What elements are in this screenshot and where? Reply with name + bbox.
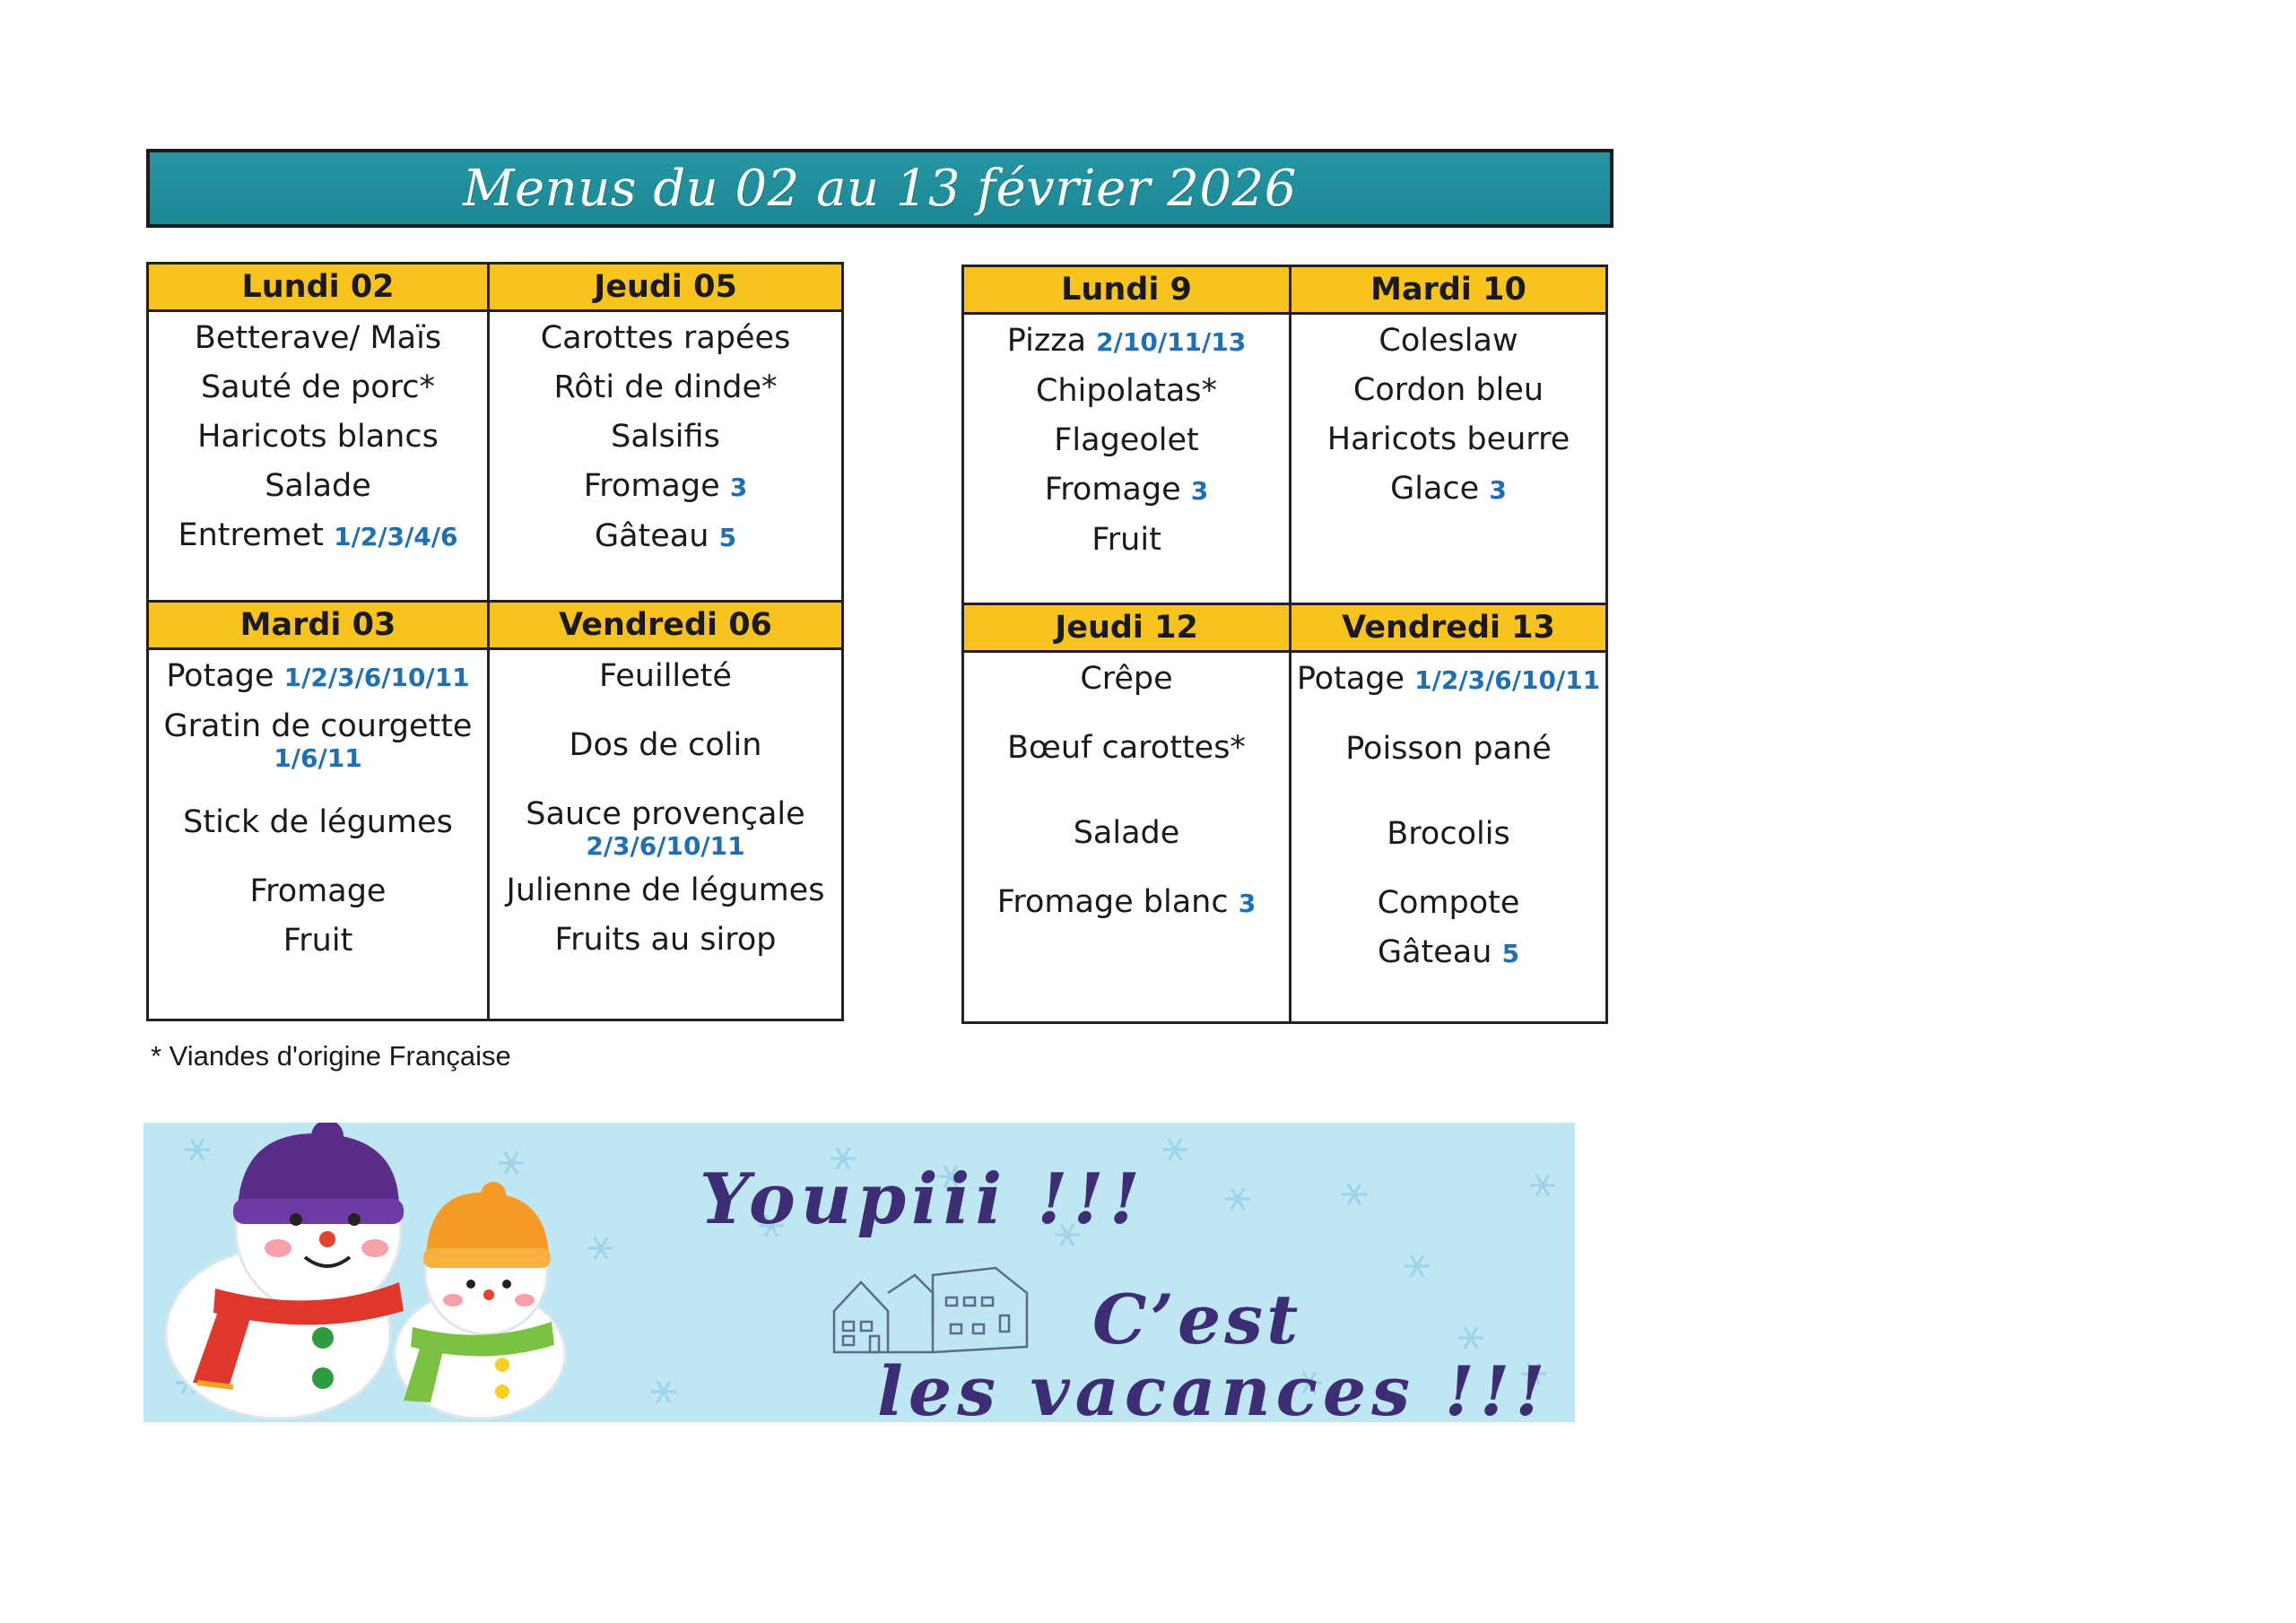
dish-item: [490, 721, 841, 770]
dish-item: [149, 412, 487, 462]
dish-name: Entremet: [178, 517, 325, 553]
dish-item: [1292, 810, 1605, 859]
dish-name: Julienne de légumes: [506, 872, 825, 908]
dish-item: [1292, 415, 1605, 464]
day-header: Mardi 03: [148, 602, 489, 649]
dish-item: [149, 314, 487, 363]
snowman-small-icon: [395, 1182, 565, 1419]
menu-table-week2: [961, 265, 1608, 1024]
day-menu: [1291, 314, 1607, 604]
dish-name: Brocolis: [1387, 816, 1510, 852]
dish-item: [964, 878, 1289, 928]
snowman-large-icon: [166, 1123, 404, 1419]
dish-name: Fromage: [583, 468, 720, 504]
allergen-codes: 5: [1501, 939, 1520, 968]
dish-name: Salade: [1073, 815, 1180, 851]
dish-name: Betterave/ Maïs: [194, 320, 442, 356]
dish-name: Stick de légumes: [183, 804, 453, 840]
dish-name: Gâteau: [1377, 934, 1492, 970]
dish-item: [964, 317, 1289, 367]
dish-name: Sauce provençale: [526, 796, 805, 832]
footnote: * Viandes d'origine Française: [151, 1040, 511, 1072]
dish-name: Gratin de courgette: [163, 708, 473, 744]
allergen-codes: 1/2/3/6/10/11: [283, 663, 470, 692]
dish-item: [964, 809, 1289, 858]
day-menu: [963, 652, 1291, 1023]
dish-item: [964, 367, 1289, 416]
day-header: Mardi 10: [1291, 266, 1607, 314]
title-bar: [146, 149, 1613, 228]
dish-item: [490, 916, 841, 965]
dish-name: Cordon bleu: [1352, 372, 1544, 408]
dish-item: [964, 724, 1289, 773]
day-menu: [148, 311, 489, 602]
dish-name: Bœuf carottes*: [1007, 730, 1246, 766]
menu-table-week1: [146, 262, 844, 1021]
dish-item: [964, 655, 1289, 704]
day-header: Lundi 02: [148, 264, 489, 311]
day-header: Vendredi 13: [1291, 604, 1607, 652]
dish-name: Dos de colin: [569, 727, 762, 763]
banner-line-vacances: les vacances !!!: [877, 1351, 1551, 1422]
dish-name: Potage: [166, 658, 274, 694]
dish-name: Rôti de dinde*: [553, 369, 778, 405]
dish-item: [1292, 928, 1605, 978]
day-menu: [148, 649, 489, 1020]
day-menu: [489, 649, 843, 1020]
dish-name: Fruit: [1091, 522, 1161, 558]
dish-name: Fromage: [249, 873, 387, 909]
dish-name: Salade: [265, 468, 371, 504]
dish-item: [149, 867, 487, 916]
dish-item: [149, 916, 487, 966]
dish-item: [1292, 879, 1605, 928]
dish-item: [149, 363, 487, 412]
dish-name: Flageolet: [1054, 422, 1199, 458]
page-title: Menus du 02 au 13 février 2026: [463, 159, 1297, 218]
dish-name: Salsifis: [611, 419, 720, 455]
day-menu: [1291, 652, 1607, 1023]
banner-line-youpi: Youpiii !!!: [700, 1159, 1145, 1240]
day-menu: [963, 314, 1291, 604]
dish-item: [964, 416, 1289, 465]
dish-item: [490, 652, 841, 701]
dish-name: Fromage blanc: [996, 884, 1229, 920]
dish-item: [1292, 725, 1605, 774]
allergen-codes: 1/2/3/4/6: [334, 522, 458, 551]
day-header: Vendredi 06: [489, 602, 843, 649]
banner-line-cest: C’est: [1092, 1280, 1302, 1359]
dish-name: Chipolatas*: [1035, 373, 1218, 409]
dish-item: [490, 866, 841, 916]
allergen-codes: 1/6/11: [274, 743, 362, 773]
dish-name: Carottes rapées: [540, 320, 791, 356]
dish-item: [964, 465, 1289, 516]
dish-item: [490, 363, 841, 412]
dish-item: [149, 652, 487, 702]
dish-name: Poisson pané: [1345, 731, 1552, 767]
dish-item: [490, 512, 841, 562]
day-header: Lundi 9: [963, 266, 1291, 314]
allergen-codes: 1/2/3/6/10/11: [1414, 665, 1601, 695]
dish-name: Fruits au sirop: [554, 922, 777, 958]
dish-name: Fromage: [1044, 472, 1181, 508]
allergen-codes: 3: [729, 473, 748, 502]
allergen-codes: 2/3/6/10/11: [586, 831, 745, 861]
allergen-codes: 3: [1190, 476, 1209, 506]
dish-name: Glace: [1390, 471, 1480, 507]
dish-item: [490, 314, 841, 363]
dish-item: [1292, 655, 1605, 705]
allergen-codes: 5: [718, 523, 737, 552]
dish-item: [149, 511, 487, 561]
holiday-banner: [144, 1123, 1575, 1422]
day-header: Jeudi 12: [963, 604, 1291, 652]
allergen-codes: 3: [1489, 475, 1507, 505]
allergen-codes: 2/10/11/13: [1096, 327, 1247, 357]
dish-item: [490, 412, 841, 462]
dish-item: [964, 516, 1289, 565]
dish-name: Pizza: [1006, 323, 1087, 359]
dish-item: [1292, 464, 1605, 515]
dish-name: Feuilleté: [599, 658, 732, 694]
dish-item: [1292, 366, 1605, 415]
dish-name: Potage: [1296, 661, 1405, 697]
dish-name: Fruit: [283, 923, 353, 959]
day-menu: [489, 311, 843, 602]
dish-name: Compote: [1377, 885, 1520, 921]
day-header: Jeudi 05: [489, 264, 843, 311]
allergen-codes: 3: [1238, 889, 1257, 918]
dish-item: [1292, 317, 1605, 366]
dish-name: Gâteau: [594, 518, 709, 554]
dish-name: Crêpe: [1080, 661, 1173, 697]
dish-item: [490, 462, 841, 512]
dish-name: Haricots beurre: [1326, 421, 1570, 457]
dish-item: [149, 798, 487, 847]
dish-name: Coleslaw: [1378, 323, 1518, 359]
dish-name: Haricots blancs: [197, 419, 439, 455]
dish-item: [149, 462, 487, 511]
dish-name: Sauté de porc*: [200, 369, 436, 405]
houses-icon: [834, 1268, 1027, 1352]
